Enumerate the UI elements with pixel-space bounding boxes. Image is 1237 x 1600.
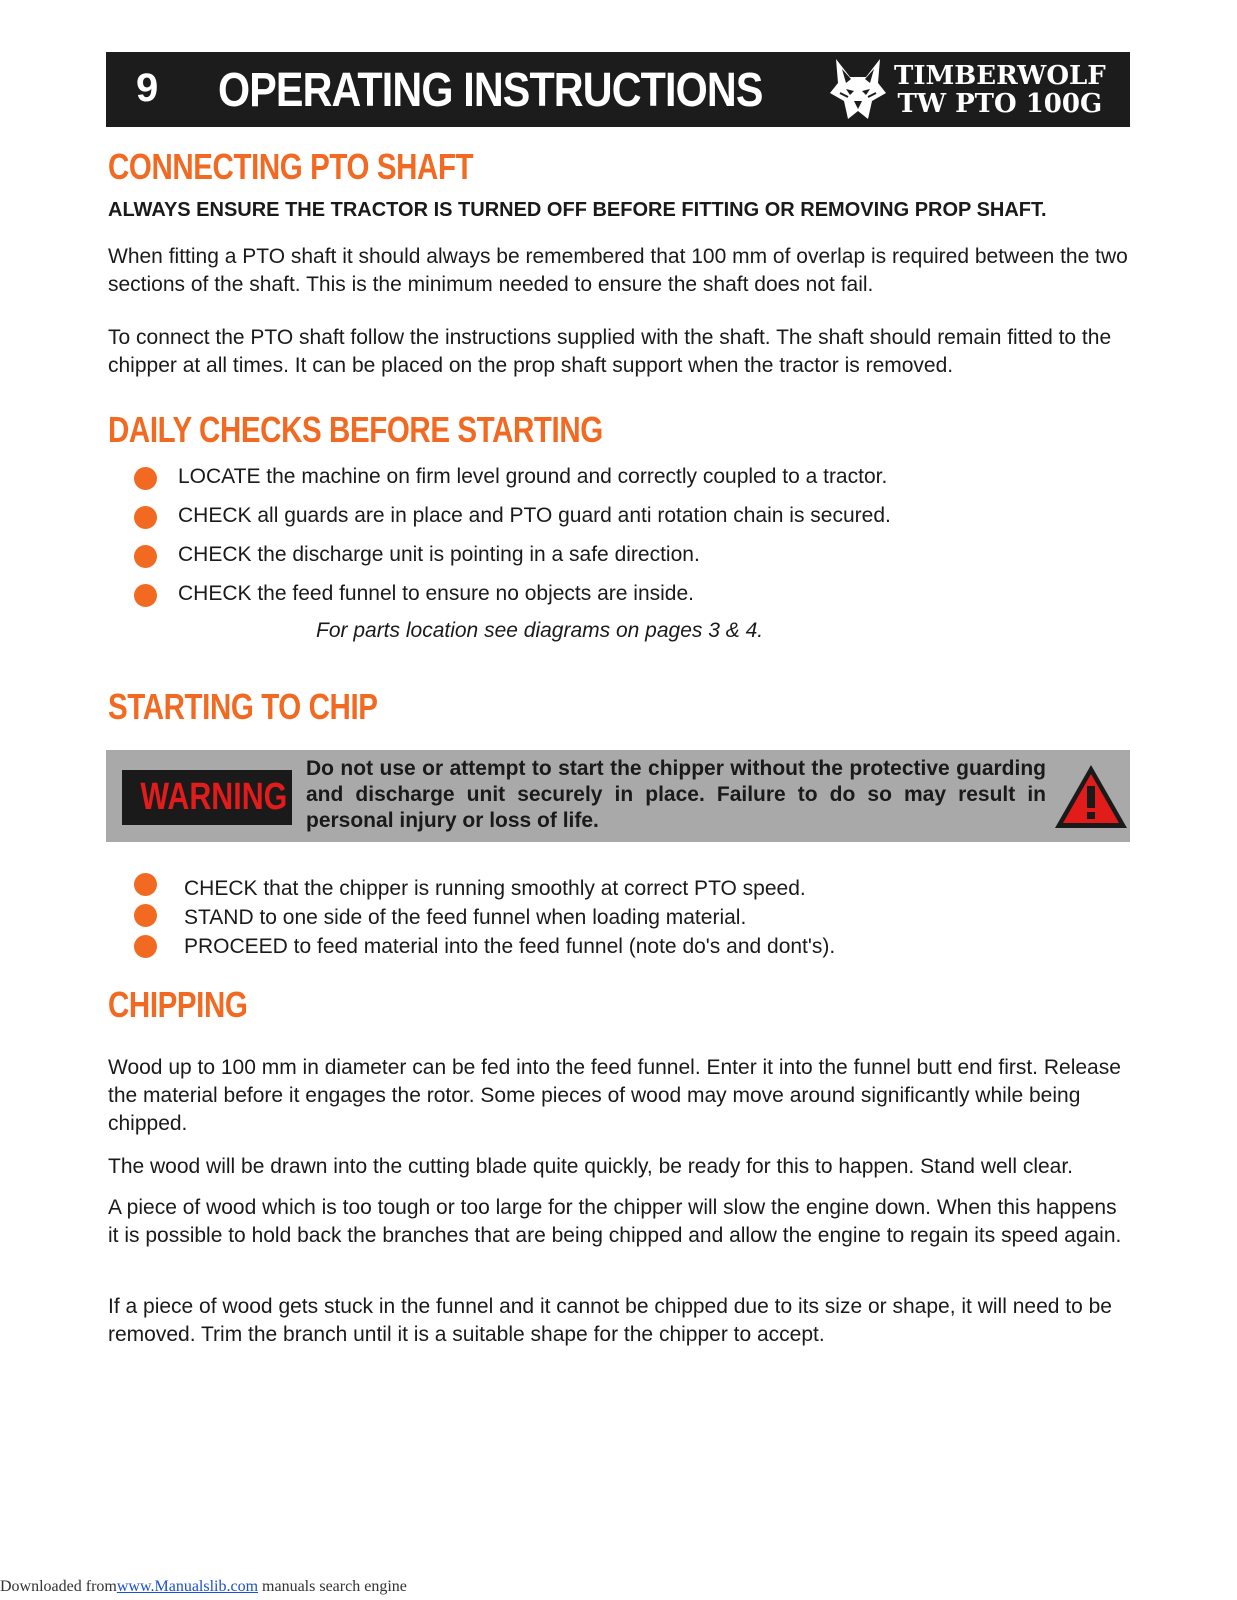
page-number: 9 (136, 66, 159, 110)
pto-paragraph-2: To connect the PTO shaft follow the instructions supplied with the shaft. The shaft should remain fitted to the chipper at all times. It can be placed on the prop shaft support when the tractor is removed. (108, 326, 1112, 377)
starting-checks-list (134, 877, 1034, 964)
heading-chipping: CHIPPING (108, 984, 248, 1025)
chipping-paragraph-1: Wood up to 100 mm in diameter can be fed into the feed funnel. Enter it into the funnel butt end first. Release the material before it engages the rotor. Some pieces of wood may move around significantly while being chipped. (108, 1056, 1121, 1135)
parts-location-note: For parts location see diagrams on pages 3 & 4. (316, 619, 764, 642)
footer-suffix: manuals search engine (258, 1578, 407, 1595)
list-item: LOCATE the machine on firm level ground and correctly coupled to a tractor. (134, 465, 1034, 504)
bullet-dot-icon (134, 935, 157, 958)
list-item: CHECK the feed funnel to ensure no objects are inside. (134, 582, 1034, 621)
bullet-dot-icon (134, 904, 157, 927)
wolf-head-icon (828, 57, 888, 123)
chipping-paragraph-4: If a piece of wood gets stuck in the funnel and it cannot be chipped due to its size or shape, it will need to be removed. Trim the branch until it is a suitable shape for the chipper to accept. (108, 1295, 1112, 1346)
heading-starting-to-chip: STARTING TO CHIP (108, 686, 378, 727)
list-item: STAND to one side of the feed funnel when loading material. (134, 906, 1034, 935)
page-title: OPERATING INSTRUCTIONS (218, 64, 763, 117)
bullet-dot-icon (134, 506, 157, 529)
warning-label: WARNING (122, 770, 292, 825)
chipping-paragraph-2: The wood will be drawn into the cutting blade quite quickly, be ready for this to happen. Stand well clear. (108, 1155, 1074, 1178)
list-item: CHECK that the chipper is running smoothly at correct PTO speed. (134, 877, 1034, 906)
warning-box (106, 750, 1130, 842)
heading-connecting-pto-shaft: CONNECTING PTO SHAFT (108, 146, 474, 187)
manualslib-link[interactable]: www.Manualslib.com (116, 1578, 259, 1595)
bullet-dot-icon (134, 873, 157, 896)
bullet-dot-icon (134, 584, 157, 607)
page-header (106, 52, 1130, 127)
list-item: PROCEED to feed material into the feed funnel (note do's and dont's). (134, 935, 1034, 964)
daily-checks-list (134, 465, 1034, 621)
brand-line-2: TW PTO 100G (897, 89, 1103, 119)
footer-prefix: Downloaded from (0, 1578, 117, 1595)
bullet-dot-icon (134, 467, 157, 490)
list-item: CHECK the discharge unit is pointing in a safe direction. (134, 543, 1034, 582)
pto-warning-text: ALWAYS ENSURE THE TRACTOR IS TURNED OFF BEFORE FITTING OR REMOVING PROP SHAFT. (108, 199, 1047, 221)
warning-text: Do not use or attempt to start the chipper without the protective guarding and discharge unit securely in place. Failure to do so may result in personal injury or loss of life. (306, 757, 1046, 832)
list-item: CHECK all guards are in place and PTO guard anti rotation chain is secured. (134, 504, 1034, 543)
brand-line-1: TIMBERWOLF (894, 61, 1106, 91)
brand-name (894, 62, 1106, 118)
heading-daily-checks: DAILY CHECKS BEFORE STARTING (108, 409, 603, 450)
bullet-dot-icon (134, 545, 157, 568)
exclamation-triangle-icon (1052, 762, 1130, 832)
pto-paragraph-1: When fitting a PTO shaft it should always be remembered that 100 mm of overlap is required between the two sections of the shaft. This is the minimum needed to ensure the shaft does not fail. (108, 245, 1128, 296)
download-footer (0, 1578, 407, 1596)
chipping-paragraph-3: A piece of wood which is too tough or too large for the chipper will slow the engine down. When this happens it is possible to hold back the branches that are being chipped and allow the engine to regain its speed again. (108, 1196, 1122, 1247)
